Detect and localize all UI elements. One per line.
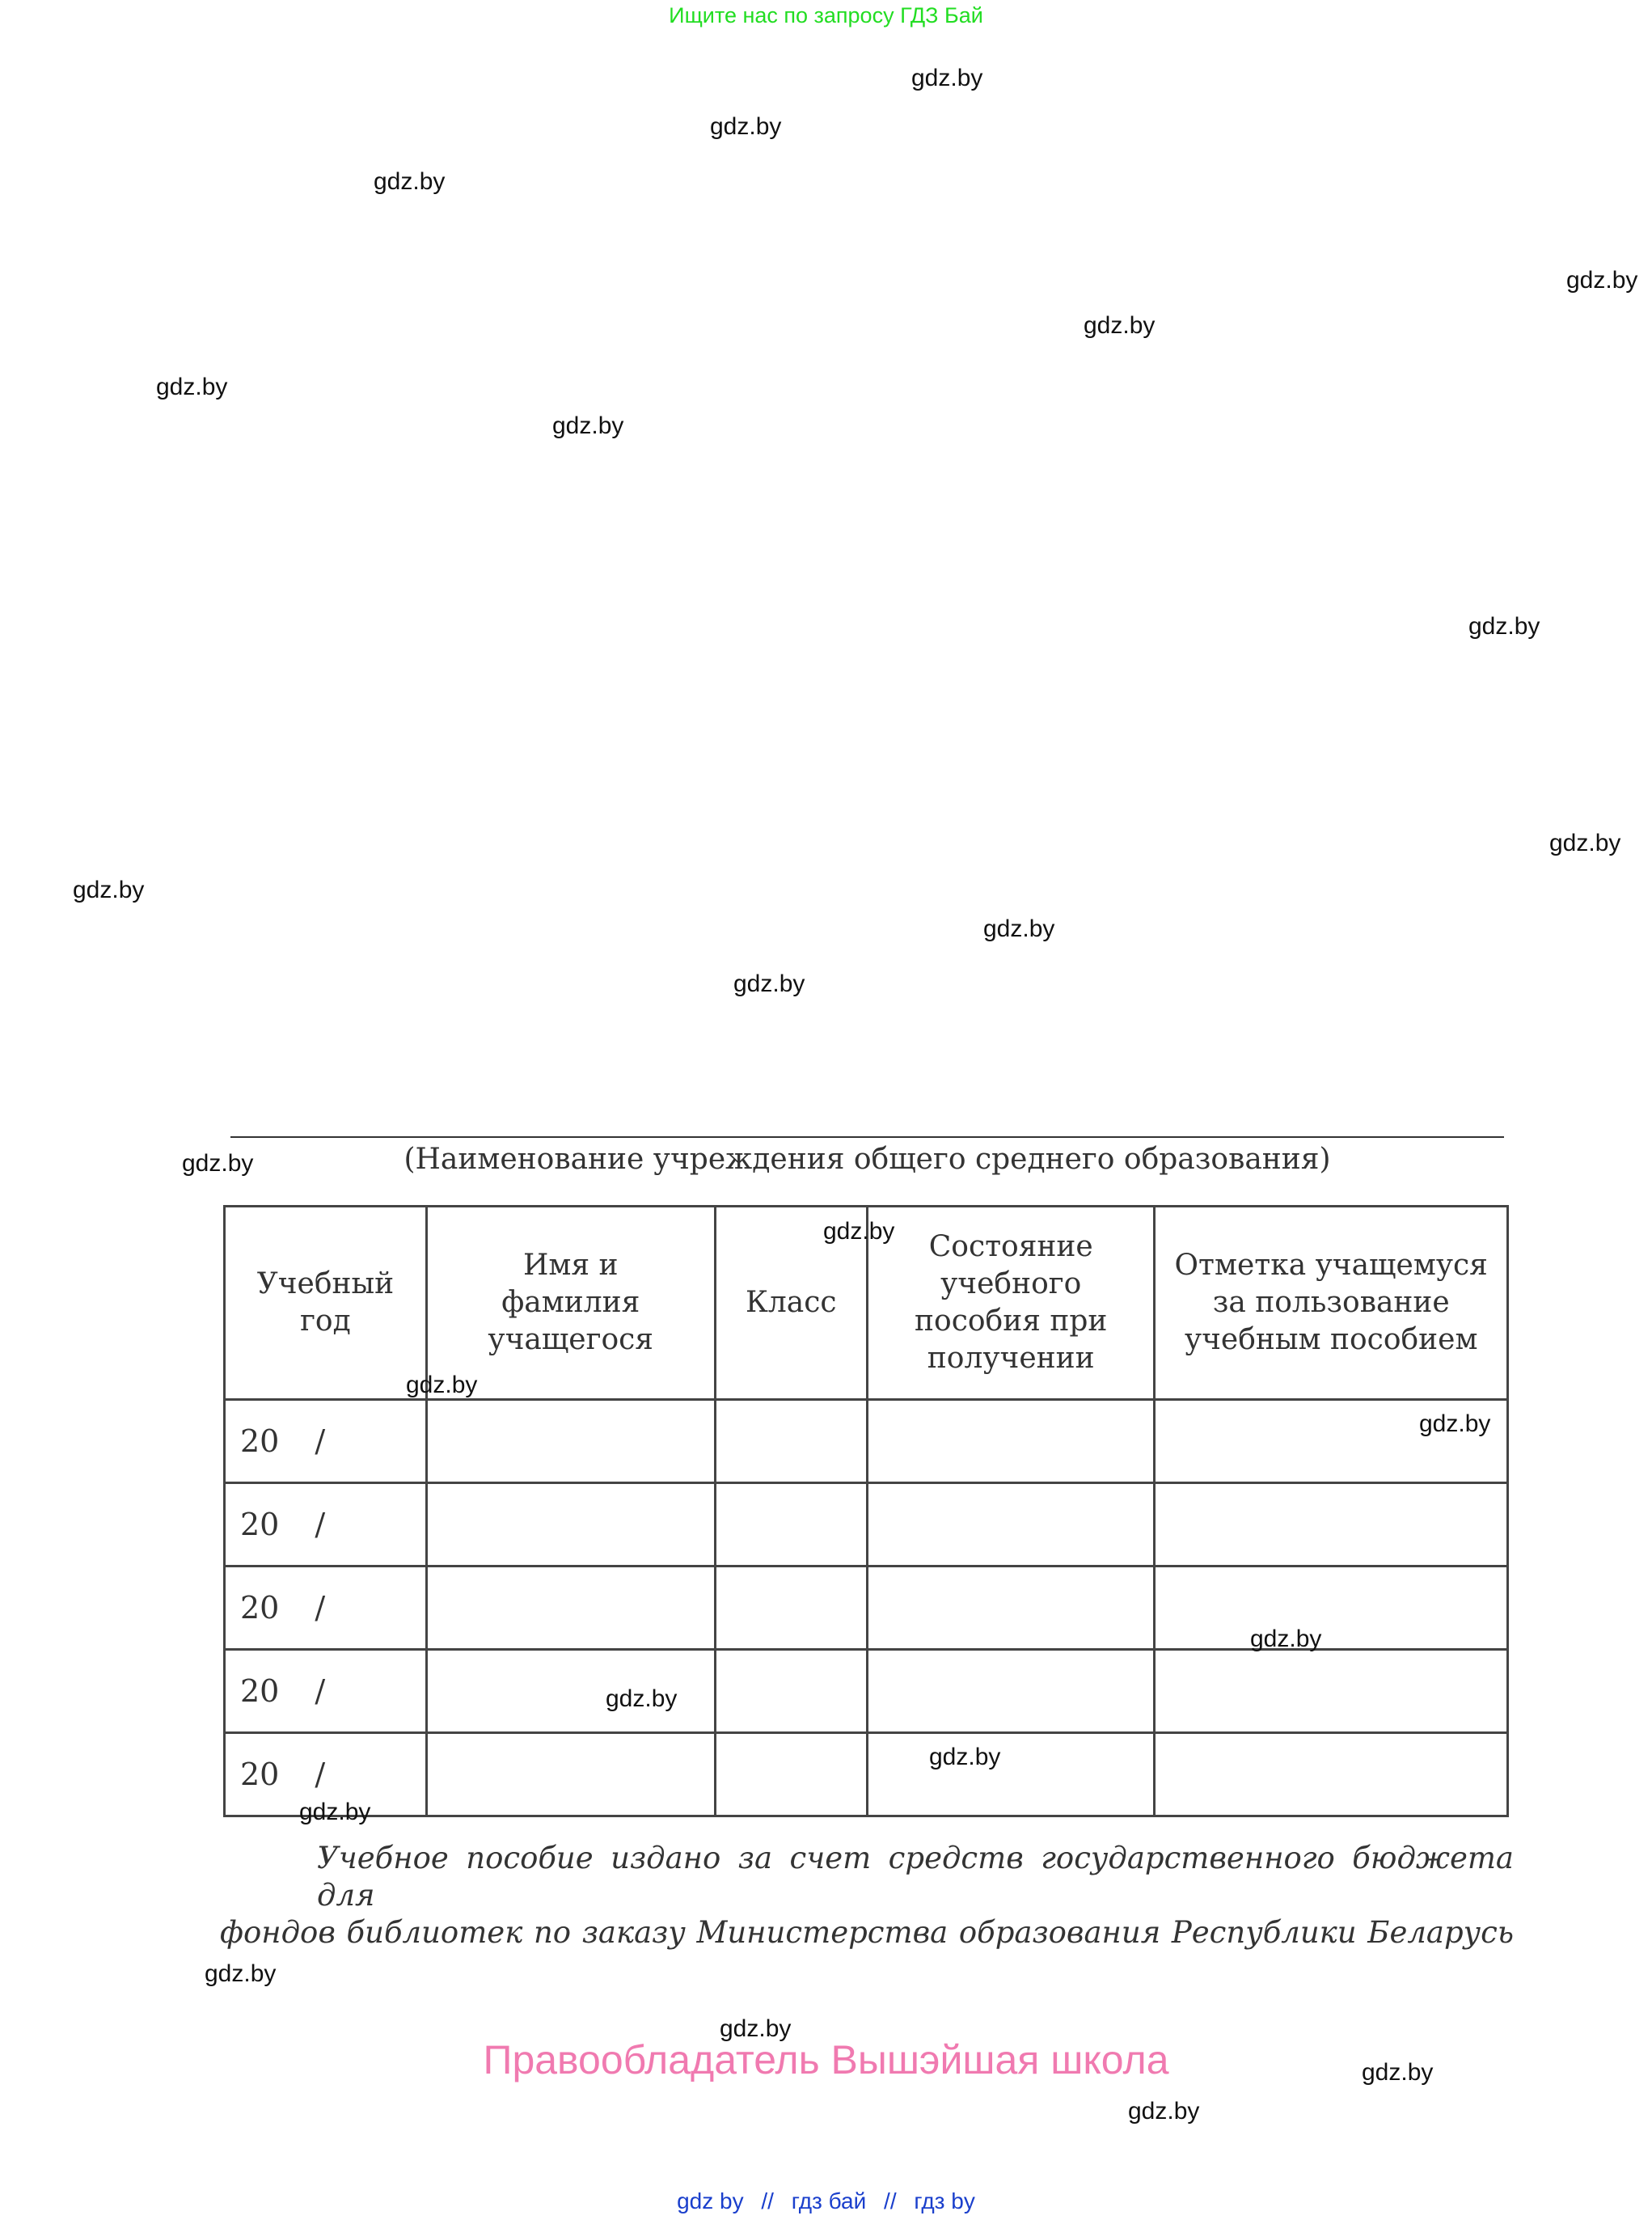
watermark: gdz.by: [1362, 2059, 1434, 2086]
table-row: [225, 1650, 1508, 1733]
year-cell: [225, 1650, 427, 1733]
table-row: [225, 1733, 1508, 1816]
table-row: [225, 1400, 1508, 1483]
watermark: gdz.by: [1250, 1626, 1322, 1652]
watermark: gdz.by: [710, 113, 782, 140]
link-separator: //: [884, 2188, 897, 2213]
year-separator: /: [315, 1423, 326, 1459]
footnote-line-2: фондов библиотек по заказу Министерства образования Республики Беларусь: [220, 1915, 1514, 1950]
watermark: gdz.by: [983, 915, 1055, 942]
watermark: gdz.by: [1128, 2098, 1200, 2125]
year-separator: /: [315, 1507, 326, 1542]
mark-cell[interactable]: [1155, 1733, 1508, 1816]
top-banner: Ищите нас по запросу ГДЗ Бай: [669, 3, 983, 27]
watermark: gdz.by: [299, 1799, 371, 1825]
bottom-links: [0, 2188, 1652, 2214]
watermark: gdz.by: [1549, 830, 1621, 856]
link-gdz-bay[interactable]: гдз бай: [791, 2188, 867, 2213]
watermark: gdz.by: [156, 374, 228, 400]
link-gdz-by-cyr[interactable]: гдз by: [914, 2188, 975, 2213]
year-prefix: 20: [240, 1423, 280, 1459]
footnote-line-1: Учебное пособие издано за счет средств государственного бюджета для: [317, 1841, 1514, 1913]
watermark: gdz.by: [911, 65, 983, 91]
watermark: gdz.by: [205, 1960, 277, 1987]
watermark: gdz.by: [406, 1372, 478, 1398]
link-separator: //: [761, 2188, 774, 2213]
watermark: gdz.by: [733, 970, 805, 997]
student-name-cell[interactable]: [426, 1483, 715, 1567]
header-mark: Отметка учащемуся за пользование учебным пособием: [1155, 1207, 1508, 1400]
header-condition: Состояние учебного пособия при получении: [867, 1207, 1154, 1400]
year-separator: /: [315, 1590, 326, 1626]
funding-footnote: [220, 1840, 1514, 1951]
condition-cell[interactable]: [867, 1400, 1154, 1483]
year-prefix: 20: [240, 1757, 280, 1792]
watermark: gdz.by: [182, 1150, 254, 1177]
link-gdz-by[interactable]: gdz by: [677, 2188, 744, 2213]
year-prefix: 20: [240, 1590, 280, 1626]
table-row: [225, 1483, 1508, 1567]
year-cell: [225, 1567, 427, 1650]
watermark: gdz.by: [720, 2015, 792, 2042]
watermark: gdz.by: [1468, 613, 1540, 640]
year-cell: [225, 1400, 427, 1483]
student-name-cell[interactable]: [426, 1567, 715, 1650]
watermark: gdz.by: [1419, 1410, 1491, 1437]
year-separator: /: [315, 1757, 326, 1792]
rights-holder: Правообладатель Вышэйшая школа: [483, 2037, 1169, 2082]
year-prefix: 20: [240, 1507, 280, 1542]
mark-cell[interactable]: [1155, 1650, 1508, 1733]
mark-cell[interactable]: [1155, 1483, 1508, 1567]
institution-caption: (Наименование учреждения общего среднего образования): [403, 1143, 1331, 1176]
header-student-name: Имя и фамилия учащегося: [426, 1207, 715, 1400]
year-separator: /: [315, 1673, 326, 1709]
condition-cell[interactable]: [867, 1567, 1154, 1650]
mark-cell[interactable]: [1155, 1567, 1508, 1650]
student-name-cell[interactable]: [426, 1733, 715, 1816]
watermark: gdz.by: [73, 877, 145, 903]
class-cell[interactable]: [715, 1400, 867, 1483]
class-cell[interactable]: [715, 1567, 867, 1650]
condition-cell[interactable]: [867, 1483, 1154, 1567]
student-name-cell[interactable]: [426, 1400, 715, 1483]
watermark: gdz.by: [552, 412, 624, 439]
condition-cell[interactable]: [867, 1650, 1154, 1733]
watermark: gdz.by: [929, 1744, 1001, 1770]
class-cell[interactable]: [715, 1483, 867, 1567]
watermark: gdz.by: [1084, 312, 1156, 339]
class-cell[interactable]: [715, 1650, 867, 1733]
condition-cell[interactable]: [867, 1733, 1154, 1816]
watermark: gdz.by: [606, 1685, 678, 1712]
header-school-year: Учебный год: [225, 1207, 427, 1400]
year-prefix: 20: [240, 1673, 280, 1709]
textbook-usage-table: [223, 1205, 1509, 1817]
watermark: gdz.by: [823, 1218, 895, 1245]
header-class: Класс: [715, 1207, 867, 1400]
year-cell: [225, 1483, 427, 1567]
class-cell[interactable]: [715, 1733, 867, 1816]
watermark: gdz.by: [1566, 267, 1638, 294]
watermark: gdz.by: [374, 168, 446, 195]
